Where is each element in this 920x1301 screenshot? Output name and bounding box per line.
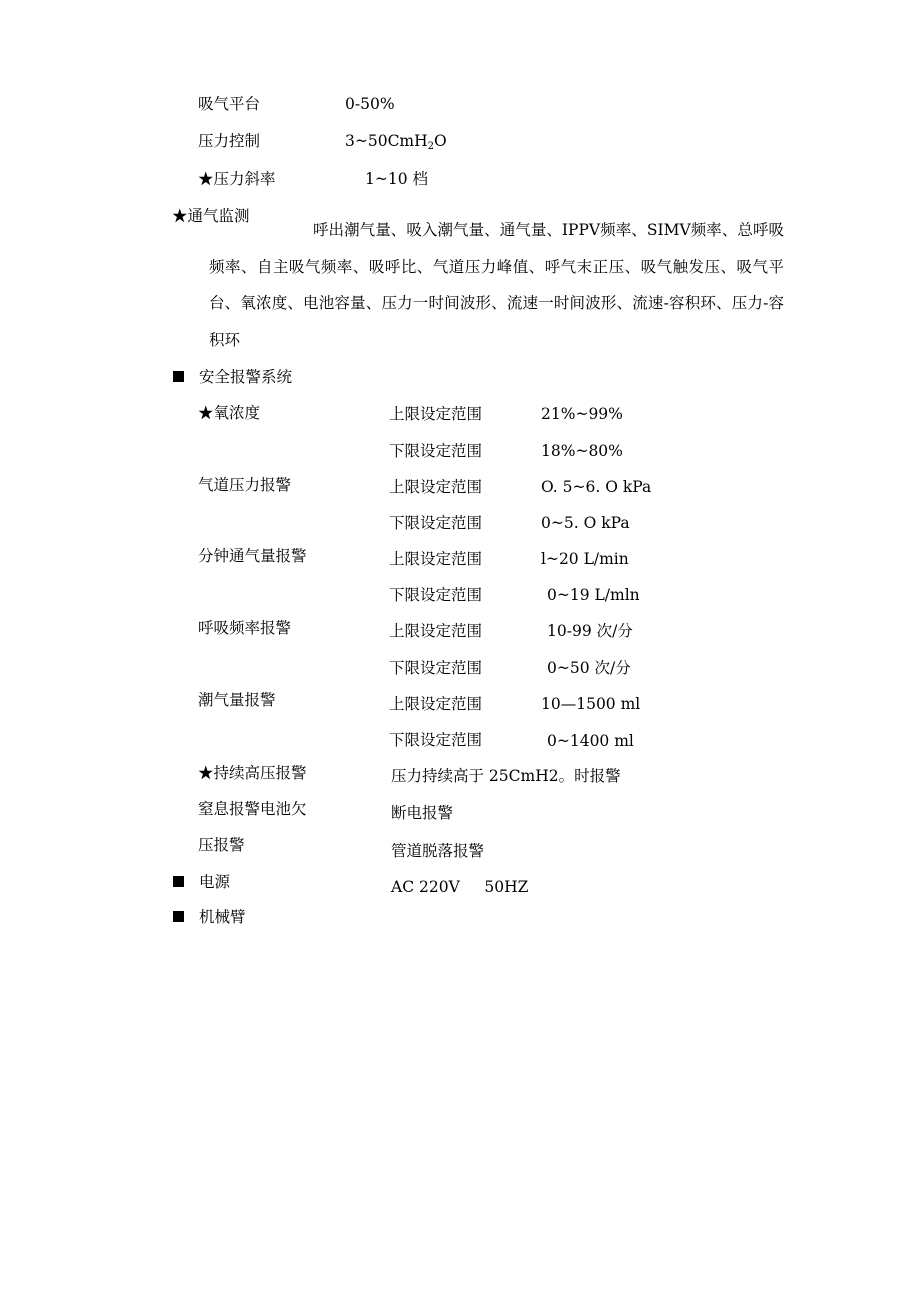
alarm-type: 上限设定范围 [389,405,483,423]
alarm-range: 0~50 次/分 [547,659,631,677]
pressure-control-value-prefix: 3~50CmH [345,132,428,150]
ventilation-monitoring-heading: ★通气监测 [172,207,250,225]
alarm-label-respiratory-rate: 呼吸频率报警 [198,619,292,637]
spec-value-pressure-control [345,131,447,157]
alarm-label-minute-ventilation: 分钟通气量报警 [198,547,307,565]
alarm-type: 下限设定范围 [389,731,483,749]
alarm-type: 上限设定范围 [389,622,483,640]
alarm-range: O. 5~6. O kPa [541,478,652,496]
alarm-extra-left: 窒息报警电池欠 [198,800,307,818]
alarm-type: 下限设定范围 [389,514,483,532]
alarm-type: 下限设定范围 [389,442,483,460]
square-bullet-icon [173,371,184,382]
alarm-type: 上限设定范围 [389,478,483,496]
alarm-type: 下限设定范围 [389,659,483,677]
safety-alarm-heading [173,367,292,387]
pressure-control-value-suffix: O [434,132,447,150]
alarm-range: 0~19 L/mln [547,586,640,604]
alarm-type: 上限设定范围 [389,550,483,568]
ventilation-monitoring-text: 呼出潮气量、吸入潮气量、通气量、IPPV频率、SIMV频率、总呼吸频率、自主吸气频率、吸呼比、气道压力峰值、呼气末正压、吸气触发压、吸气平台、氧浓度、电池容量、压力一时间波形、流速一时间波形、流速-容积环、压力-容积环 [209,221,784,350]
square-bullet-icon [173,911,184,922]
mechanical-arm-heading-text: 机械臂 [199,908,246,926]
spec-value-inspiratory-plateau: 0-50% [345,95,395,113]
alarm-range: 21%~99% [541,405,623,423]
mechanical-arm-heading [173,907,246,927]
spec-label-inspiratory-plateau: 吸气平台 [198,95,261,113]
safety-alarm-heading-text: 安全报警系统 [199,368,293,386]
alarm-type: 下限设定范围 [389,586,483,604]
alarm-label-tidal-volume: 潮气量报警 [198,691,276,709]
alarm-range: 0~1400 ml [547,732,634,750]
power-heading [173,872,230,892]
spec-label-pressure-slope: ★压力斜率 [198,170,276,188]
alarm-extra-right: 压力持续高于 25CmH2。时报警 [391,767,621,785]
alarm-type: 上限设定范围 [389,695,483,713]
alarm-range: 10—1500 ml [541,695,641,713]
spec-value-pressure-slope: 1~10 档 [365,170,428,188]
alarm-range: l~20 L/min [541,550,629,568]
alarm-extra-right: 断电报警 [391,804,454,822]
alarm-label-airway-pressure: 气道压力报警 [198,476,292,494]
alarm-extra-left: ★持续高压报警 [198,764,307,782]
alarm-range: 0~5. O kPa [541,514,630,532]
power-heading-text: 电源 [199,873,231,891]
alarm-extra-right: 管道脱落报警 [391,842,485,860]
alarm-range: 18%~80% [541,442,623,460]
power-value: AC 220V 50HZ [391,878,529,896]
spec-label-pressure-control: 压力控制 [198,132,261,150]
square-bullet-icon [173,876,184,887]
pressure-control-value-subscript: 2 [427,141,435,152]
alarm-label-oxygen: ★氧浓度 [198,404,261,422]
alarm-range: 10-99 次/分 [547,622,633,640]
alarm-extra-left: 压报警 [198,836,245,854]
